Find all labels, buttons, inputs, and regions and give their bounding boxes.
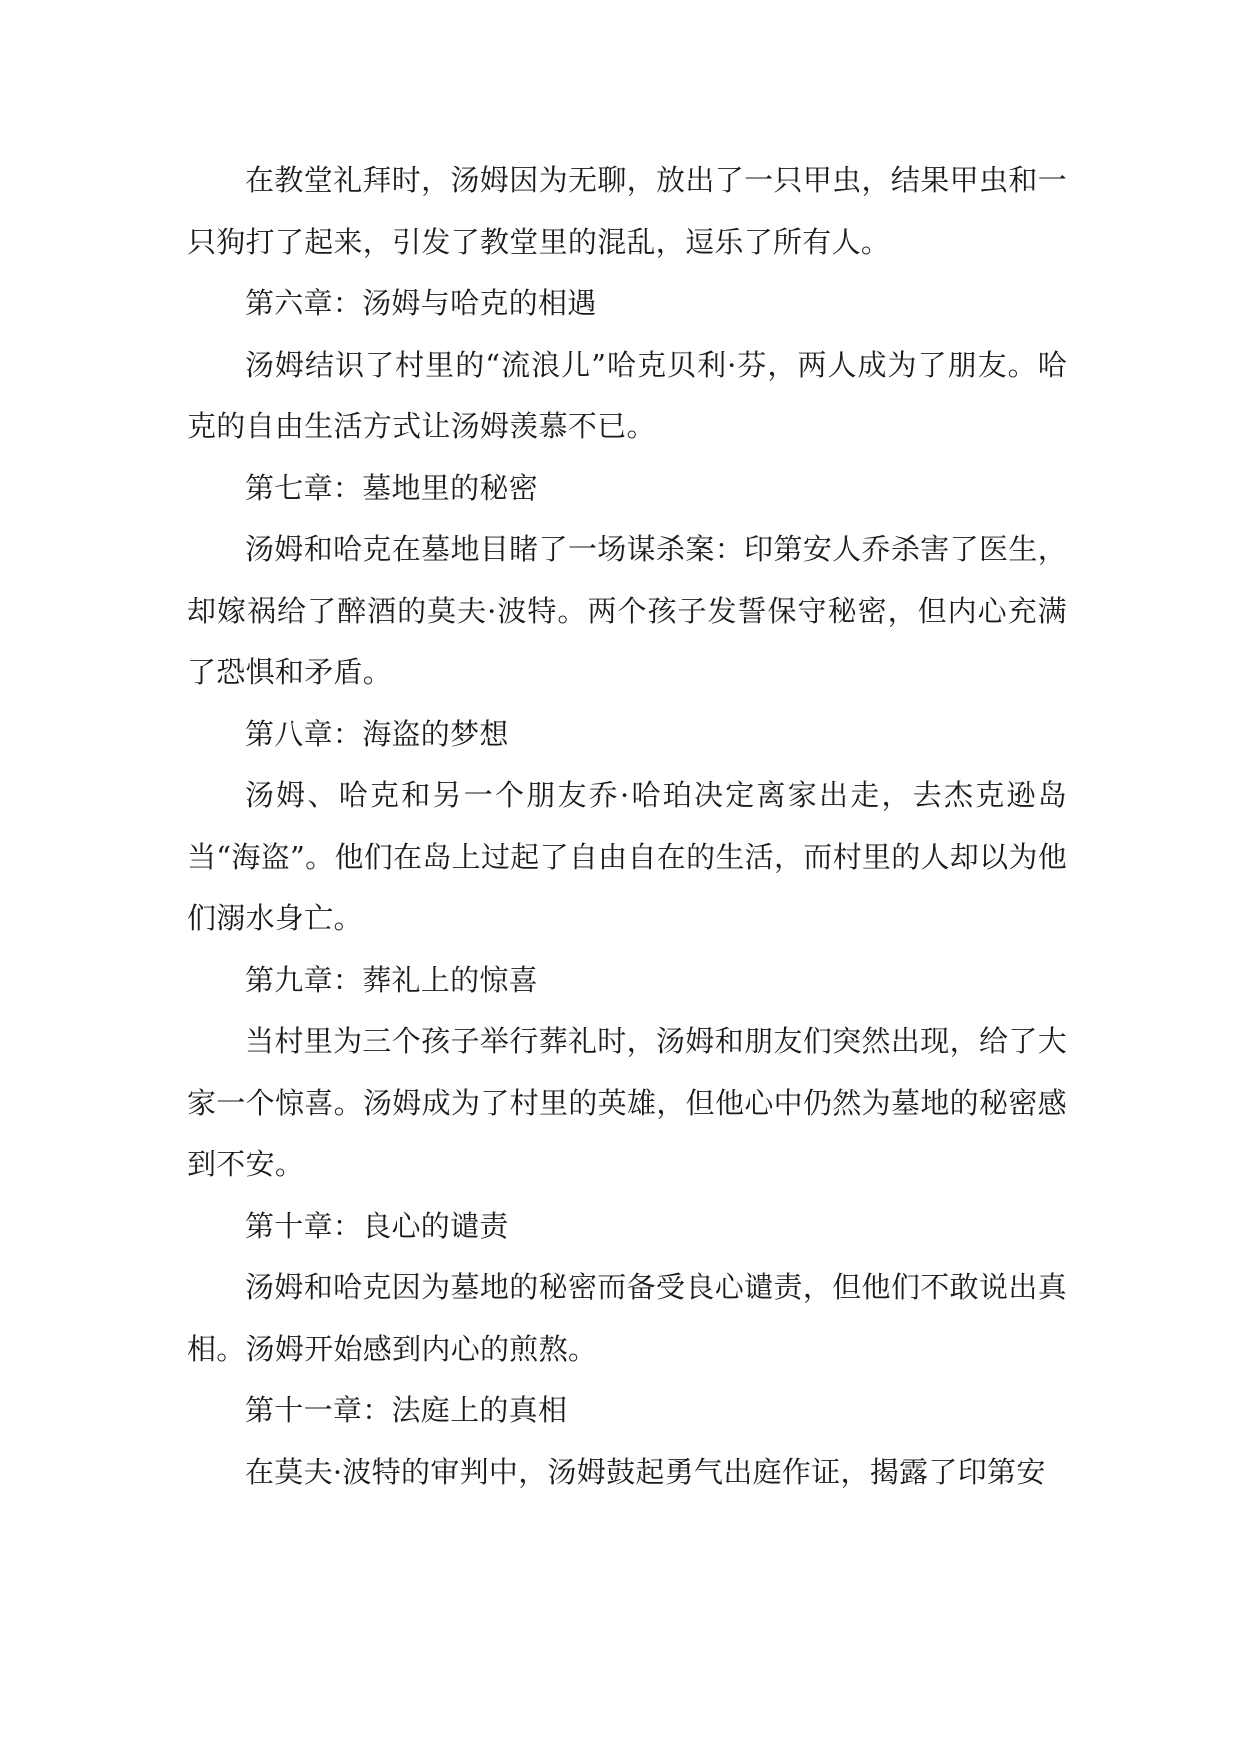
chapter-heading: 第十一章：法庭上的真相	[245, 1393, 568, 1427]
chapter-heading: 第六章：汤姆与哈克的相遇	[245, 286, 597, 320]
body-paragraph: 汤姆和哈克因为墓地的秘密而备受良心谴责，但他们不敢说出真相。汤姆开始感到内心的煎熬。	[187, 1270, 1067, 1366]
body-paragraph: 汤姆结识了村里的“流浪儿”哈克贝利·芬，两人成为了朋友。哈克的自由生活方式让汤姆羡慕不已。	[187, 347, 1067, 443]
body-paragraph: 汤姆、哈克和另一个朋友乔·哈珀决定离家出走，去杰克逊岛当“海盗”。他们在岛上过起了自由自在的生活，而村里的人却以为他们溺水身亡。	[187, 778, 1067, 935]
body-paragraph: 在教堂礼拜时，汤姆因为无聊，放出了一只甲虫，结果甲虫和一只狗打了起来，引发了教堂里的混乱，逗乐了所有人。	[187, 163, 1067, 259]
chapter-heading: 第八章：海盗的梦想	[245, 716, 509, 751]
chapter-heading: 第九章：葬礼上的惊喜	[245, 962, 539, 997]
body-paragraph: 当村里为三个孩子举行葬礼时，汤姆和朋友们突然出现，给了大家一个惊喜。汤姆成为了村里的英雄，但他心中仍然为墓地的秘密感到不安。	[187, 1024, 1067, 1181]
chapter-heading: 第十章：良心的谴责	[245, 1208, 509, 1243]
body-paragraph: 在莫夫·波特的审判中，汤姆鼓起勇气出庭作证，揭露了印第安	[245, 1454, 1046, 1489]
document-body	[187, 150, 1067, 1503]
chapter-heading: 第七章：墓地里的秘密	[245, 470, 539, 505]
body-paragraph: 汤姆和哈克在墓地目睹了一场谋杀案：印第安人乔杀害了医生，却嫁祸给了醉酒的莫夫·波特。两个孩子发誓保守秘密，但内心充满了恐惧和矛盾。	[187, 532, 1067, 689]
